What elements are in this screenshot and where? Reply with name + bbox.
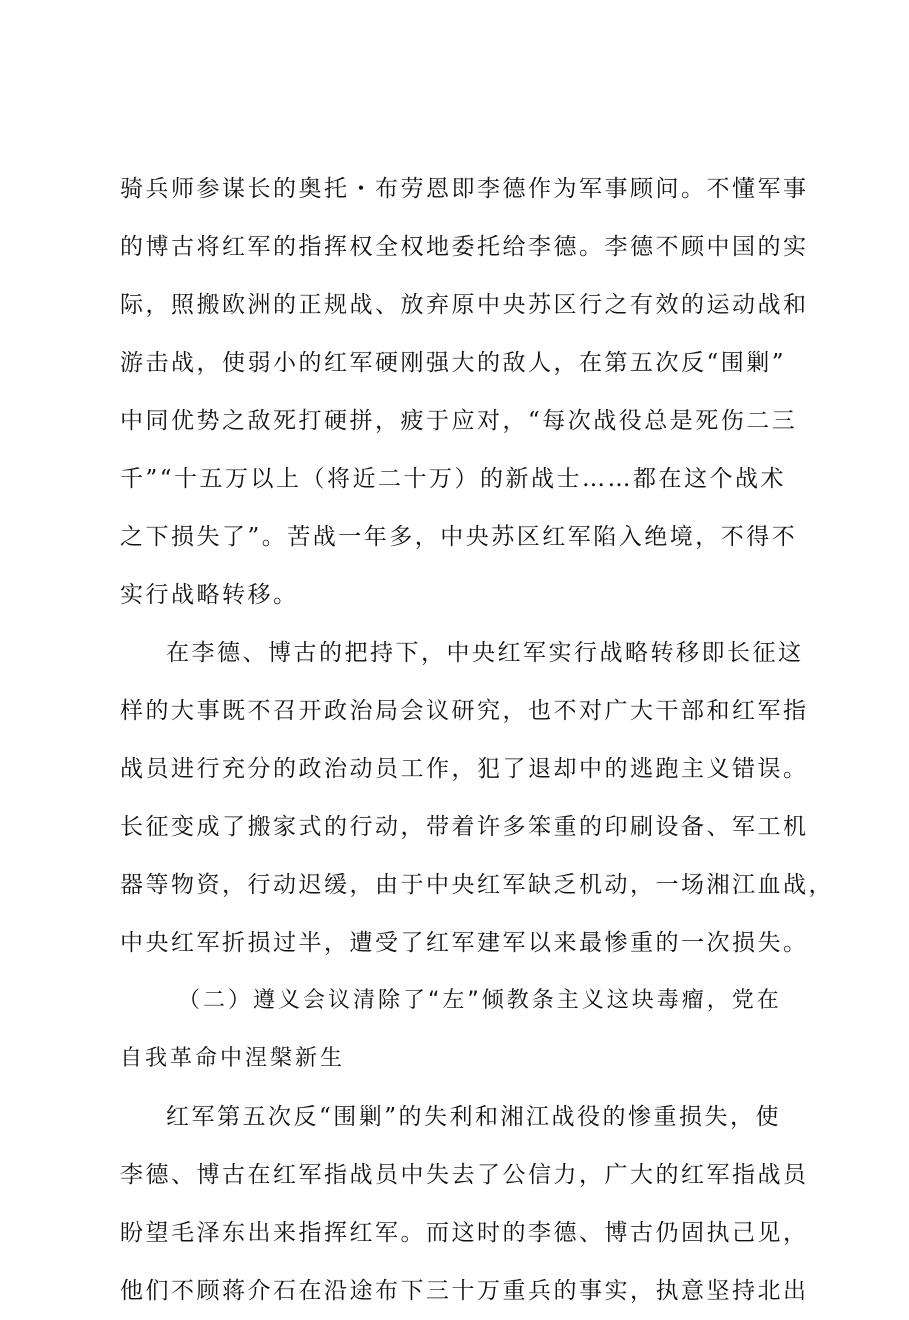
text-line: 长征变成了搬家式的行动，带着许多笨重的印刷设备、军工机 xyxy=(120,814,809,840)
paragraph-first-line: 红军第五次反“围剿”的失利和湘江战役的惨重损失，使 xyxy=(166,1104,782,1130)
text-line: 千”“十五万以上（将近二十万）的新战士……都在这个战术 xyxy=(120,466,787,492)
text-line: 战员进行充分的政治动员工作，犯了退却中的逃跑主义错误。 xyxy=(120,756,809,782)
text-line: 样的大事既不召开政治局会议研究，也不对广大干部和红军指 xyxy=(120,698,809,724)
text-line: 际，照搬欧洲的正规战、放弃原中央苏区行之有效的运动战和 xyxy=(120,292,809,318)
text-line: 的博古将红军的指挥权全权地委托给李德。李德不顾中国的实 xyxy=(120,234,809,260)
text-line: 中同优势之敌死打硬拼，疲于应对，“每次战役总是死伤二三 xyxy=(120,408,798,434)
text-line: 盼望毛泽东出来指挥红军。而这时的李德、博古仍固执己见， xyxy=(120,1220,809,1246)
text-line: 李德、博古在红军指战员中失去了公信力，广大的红军指战员 xyxy=(120,1162,809,1188)
text-line: 游击战，使弱小的红军硬刚强大的敌人，在第五次反“围剿” xyxy=(120,350,787,376)
text-line: 器等物资，行动迟缓，由于中央红军缺乏机动，一场湘江血战， xyxy=(120,872,834,898)
text-line: 之下损失了”。苦战一年多，中央苏区红军陷入绝境，不得不 xyxy=(120,524,798,550)
text-line: 中央红军折损过半，遭受了红军建军以来最惨重的一次损失。 xyxy=(120,930,809,956)
section-heading: （二）遵义会议清除了“左”倾教条主义这块毒瘤，党在 xyxy=(178,988,782,1013)
body-text xyxy=(120,160,834,1320)
paragraph-first-line: 在李德、博古的把持下，中央红军实行战略转移即长征这 xyxy=(166,640,804,666)
text-line: 骑兵师参谋长的奥托・布劳恩即李德作为军事顾问。不懂军事 xyxy=(120,176,809,202)
text-line: 实行战略转移。 xyxy=(120,582,299,608)
section-heading-continued: 自我革命中涅槃新生 xyxy=(120,1046,346,1071)
text-line: 他们不顾蒋介石在沿途布下三十万重兵的事实，执意坚持北出 xyxy=(120,1278,809,1304)
